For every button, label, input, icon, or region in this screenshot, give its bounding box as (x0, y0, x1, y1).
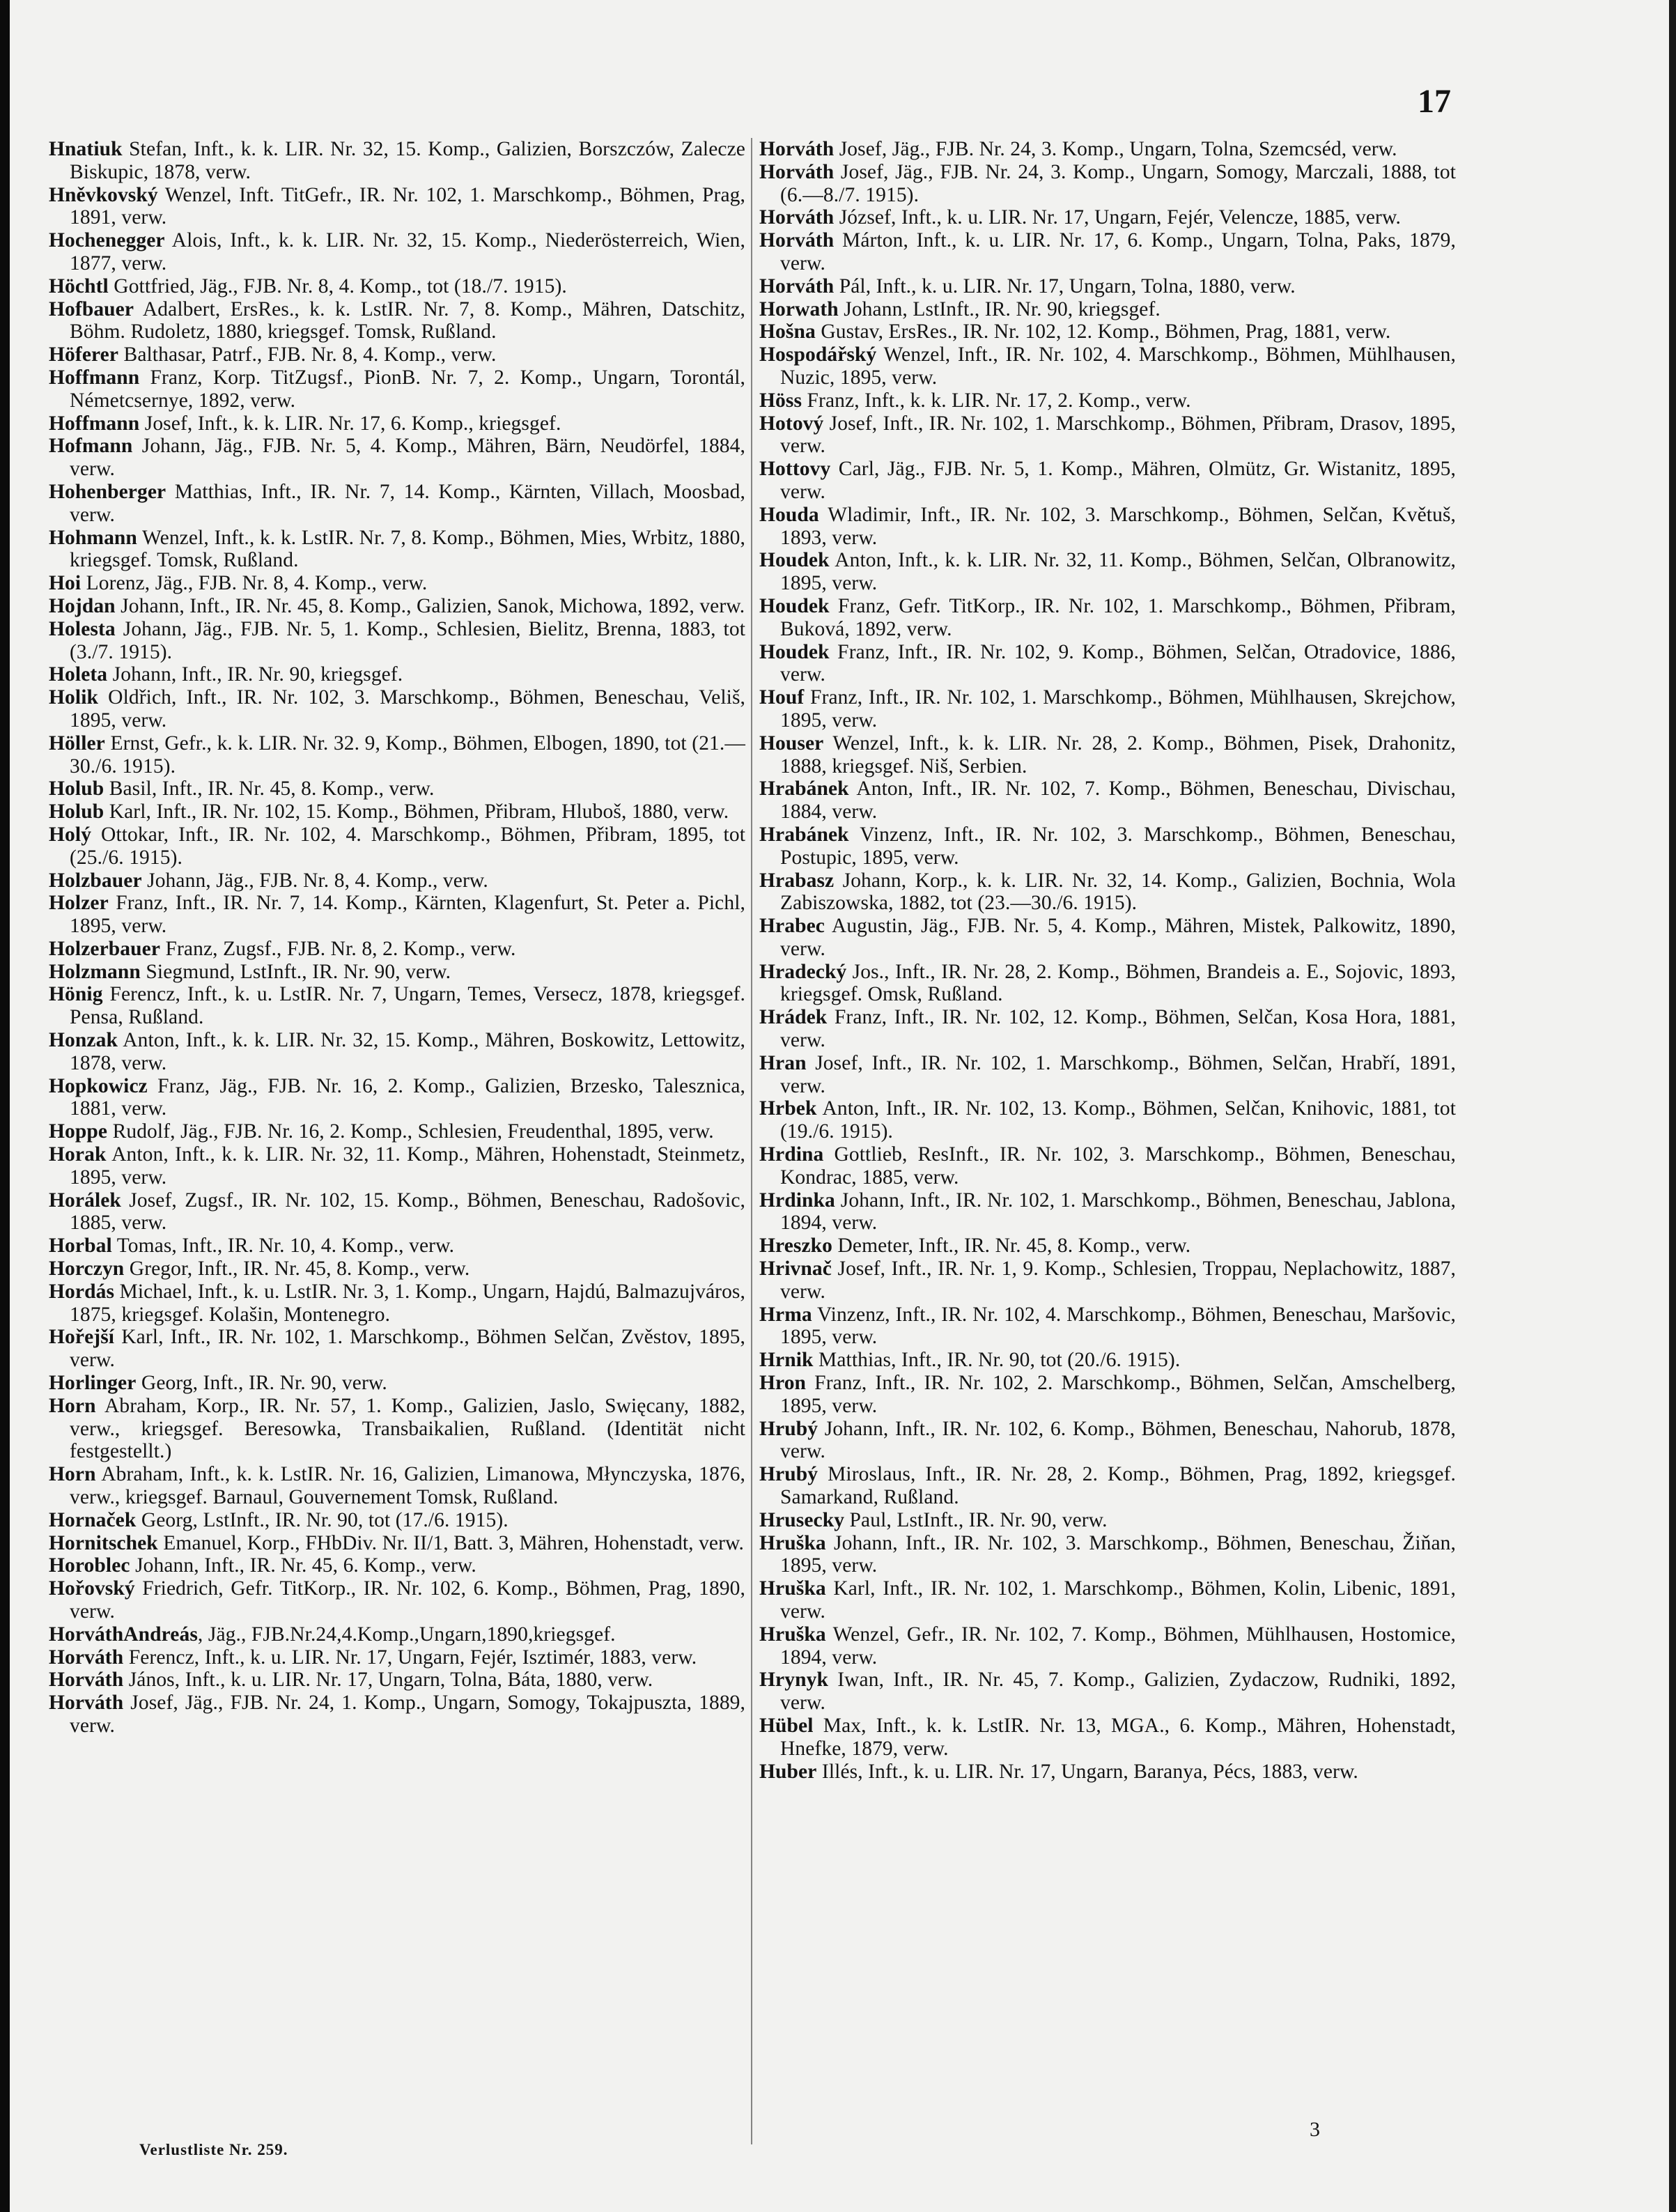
entry-details: Anton, Inft., k. k. LIR. Nr. 32, 11. Komp., Mähren, Hohenstadt, Steinmetz, 1895, verw. (70, 1143, 745, 1189)
entry-surname: Hron (759, 1372, 807, 1395)
entry-surname: Hopkowicz (49, 1074, 148, 1097)
entry-surname: Holesta (49, 617, 116, 640)
entry-details: Iwan, Inft., IR. Nr. 45, 7. Komp., Galizien, Zydaczow, Rudniki, 1892, verw. (780, 1669, 1456, 1715)
casualty-entry (49, 1554, 745, 1577)
entry-surname: Horbal (49, 1235, 112, 1258)
entry-details: Augustin, Jäg., FJB. Nr. 5, 4. Komp., Mähren, Mistek, Palkowitz, 1890, verw. (780, 915, 1456, 960)
entry-surname: Holý (49, 823, 92, 846)
entry-surname: Hrabánek (759, 823, 849, 846)
casualty-entry (49, 1281, 745, 1327)
casualty-entry (759, 1258, 1456, 1304)
entry-surname: Holeta (49, 663, 108, 686)
entry-details: Wladimir, Inft., IR. Nr. 102, 3. Marschkomp., Böhmen, Selčan, Květuš, 1893, verw. (780, 503, 1456, 549)
entry-surname: Holzbauer (49, 869, 142, 892)
entry-surname: Hruška (759, 1623, 826, 1646)
entry-details: Johann, Inft., IR. Nr. 102, 3. Marschkomp., Böhmen, Beneschau, Žiňan, 1895, verw. (780, 1531, 1456, 1577)
entry-surname: Höller (49, 732, 105, 755)
entry-details: Franz, Inft., IR. Nr. 102, 2. Marschkomp., Böhmen, Selčan, Amschelberg, 1895, verw. (780, 1372, 1456, 1417)
entry-surname: Horn (49, 1463, 96, 1486)
entry-details: Wenzel, Inft., k. k. LIR. Nr. 28, 2. Komp., Böhmen, Pisek, Drahonitz, 1888, kriegsgef. Niš, Serbien. (780, 732, 1456, 778)
entry-surname: Hoppe (49, 1120, 108, 1143)
casualty-entry (49, 1577, 745, 1623)
entry-surname: Höss (759, 389, 802, 412)
entry-details: Franz, Gefr. TitKorp., IR. Nr. 102, 1. Marschkomp., Böhmen, Přibram, Buková, 1892, verw. (780, 594, 1456, 640)
entry-details: Johann, Korp., k. k. LIR. Nr. 32, 14. Komp., Galizien, Bochnia, Wola Zabiszowska, 1882, tot (23.—30./6. 1915). (780, 869, 1456, 915)
entry-details: Oldřich, Inft., IR. Nr. 102, 3. Marschkomp., Böhmen, Beneschau, Veliš, 1895, verw. (70, 686, 745, 732)
entry-details: Josef, Inft., k. k. LIR. Nr. 17, 6. Komp., kriegsgef. (139, 412, 561, 435)
entry-details: Tomas, Inft., IR. Nr. 10, 4. Komp., verw. (111, 1235, 455, 1258)
casualty-entry (759, 686, 1456, 732)
casualty-entry (759, 1463, 1456, 1509)
entry-surname: Hordás (49, 1280, 115, 1303)
entry-surname: Horváth (49, 1646, 124, 1669)
entry-surname: Horváth (49, 1692, 124, 1715)
scan-border-left (0, 0, 10, 2212)
entry-surname: Hrbek (759, 1097, 817, 1120)
casualty-entry (49, 1258, 745, 1281)
entry-details: Vinzenz, Inft., IR. Nr. 102, 4. Marschkomp., Böhmen, Beneschau, Maršovic, 1895, verw. (780, 1303, 1456, 1349)
entry-surname: Houser (759, 732, 824, 755)
entry-details: Paul, LstInft., IR. Nr. 90, verw. (844, 1508, 1108, 1531)
casualty-entry (49, 663, 745, 686)
entry-details: Gregor, Inft., IR. Nr. 45, 8. Komp., verw. (124, 1258, 470, 1281)
casualty-entry (49, 595, 745, 618)
entry-surname: Hoi (49, 572, 82, 595)
entry-surname: Horak (49, 1143, 107, 1166)
casualty-entry (759, 915, 1456, 961)
entry-details: Gottfried, Jäg., FJB. Nr. 8, 4. Komp., tot (18./7. 1915). (108, 274, 567, 297)
entry-details: Wenzel, Inft. TitGefr., IR. Nr. 102, 1. Marschkomp., Böhmen, Prag, 1891, verw. (70, 183, 745, 229)
entry-surname: Horváth (759, 206, 835, 229)
entry-surname: Höchtl (49, 274, 109, 297)
entry-surname: Huber (759, 1760, 817, 1783)
entry-details: Miroslaus, Inft., IR. Nr. 28, 2. Komp., Böhmen, Prag, 1892, kriegsgef. Samarkand, Rußland. (780, 1463, 1456, 1509)
entry-surname: Hospodářský (759, 343, 877, 366)
scan-border-right (1669, 0, 1676, 2212)
entry-details: Rudolf, Jäg., FJB. Nr. 16, 2. Komp., Schlesien, Freudenthal, 1895, verw. (107, 1120, 714, 1143)
entry-details: Vinzenz, Inft., IR. Nr. 102, 3. Marschkomp., Böhmen, Beneschau, Postupic, 1895, verw. (780, 823, 1456, 869)
casualty-entry (49, 1235, 745, 1258)
entry-details: Jos., Inft., IR. Nr. 28, 2. Komp., Böhmen, Brandeis a. E., Sojovic, 1893, kriegsgef. Omsk, Rußland. (780, 960, 1456, 1006)
entry-surname: Horn (49, 1394, 96, 1417)
footer-issue-label: Verlustliste Nr. 259. (139, 2141, 288, 2158)
casualty-entry (759, 961, 1456, 1007)
entry-details: Franz, Inft., IR. Nr. 102, 9. Komp., Böhmen, Selčan, Otradovice, 1886, verw. (780, 640, 1456, 686)
entry-surname: Hrusecky (759, 1508, 845, 1531)
casualty-entry (759, 641, 1456, 687)
casualty-entry (49, 1623, 745, 1646)
entry-details: Friedrich, Gefr. TitKorp., IR. Nr. 102, 6. Komp., Böhmen, Prag, 1890, verw. (70, 1577, 745, 1623)
entry-surname: Holzerbauer (49, 937, 161, 960)
entry-details: Josef, Inft., IR. Nr. 102, 1. Marschkomp., Böhmen, Přibram, Drasov, 1895, verw. (780, 412, 1456, 458)
entry-surname: HorváthAndreás (49, 1623, 198, 1646)
entry-details: Matthias, Inft., IR. Nr. 90, tot (20./6. 1915). (813, 1349, 1181, 1372)
casualty-entry (759, 823, 1456, 869)
casualty-entry (49, 1075, 745, 1121)
entry-details: Franz, Jäg., FJB. Nr. 16, 2. Komp., Galizien, Brzesko, Talesznica, 1881, verw. (70, 1074, 745, 1120)
casualty-entry (759, 1761, 1456, 1784)
casualty-entry (759, 778, 1456, 823)
entry-details: Johann, Jäg., FJB. Nr. 5, 1. Komp., Schlesien, Bielitz, Brenna, 1883, tot (3./7. 1915). (70, 617, 745, 663)
casualty-entry (759, 320, 1456, 343)
entry-surname: Houf (759, 686, 805, 709)
casualty-entry (759, 1623, 1456, 1669)
entry-surname: Höferer (49, 343, 119, 366)
entry-details: Johann, Inft., IR. Nr. 102, 1. Marschkomp., Böhmen, Beneschau, Jablona, 1894, verw. (780, 1189, 1456, 1235)
casualty-entry (49, 801, 745, 823)
casualty-entry (759, 1052, 1456, 1098)
entry-surname: Horváth (759, 229, 835, 252)
entry-surname: Houdek (759, 549, 830, 572)
casualty-entry (759, 1189, 1456, 1235)
left-column (49, 138, 745, 1738)
entry-surname: Hornaček (49, 1508, 137, 1531)
casualty-entry (759, 1577, 1456, 1623)
entry-details: Anton, Inft., k. k. LIR. Nr. 32, 11. Komp., Böhmen, Selčan, Olbranowitz, 1895, verw. (780, 549, 1456, 595)
entry-surname: Holik (49, 686, 98, 709)
entry-details: Anton, Inft., IR. Nr. 102, 13. Komp., Böhmen, Selčan, Knihovic, 1881, tot (19./6. 1915). (780, 1097, 1456, 1143)
entry-details: Josef, Inft., IR. Nr. 102, 1. Marschkomp., Böhmen, Selčan, Hrabří, 1891, verw. (780, 1051, 1456, 1097)
entry-surname: Horváth (759, 160, 835, 183)
casualty-entry (49, 961, 745, 984)
entry-details: Balthasar, Patrf., FJB. Nr. 8, 4. Komp., verw. (118, 343, 497, 366)
casualty-entry (759, 504, 1456, 550)
casualty-entry (759, 161, 1456, 207)
casualty-entry (49, 1326, 745, 1372)
casualty-entry (49, 983, 745, 1029)
entry-surname: Hottovy (759, 458, 831, 481)
casualty-entry (49, 1029, 745, 1075)
casualty-entry (759, 389, 1456, 412)
entry-details: Johann, Inft., IR. Nr. 90, kriegsgef. (107, 663, 403, 686)
entry-details: Lorenz, Jäg., FJB. Nr. 8, 4. Komp., verw. (81, 572, 428, 595)
entry-surname: Hrdinka (759, 1189, 835, 1212)
casualty-entry (759, 732, 1456, 778)
entry-details: Abraham, Inft., k. k. LstIR. Nr. 16, Galizien, Limanowa, Młynczyska, 1876, verw., kriegsgef. Barnaul, Gouvernement Tomsk, Rußland. (70, 1463, 745, 1509)
entry-details: Johann, Inft., IR. Nr. 102, 6. Komp., Böhmen, Beneschau, Nahorub, 1878, verw. (780, 1417, 1456, 1463)
entry-details: Anton, Inft., k. k. LIR. Nr. 32, 15. Komp., Mähren, Boskowitz, Lettowitz, 1878, verw. (70, 1029, 745, 1074)
entry-details: Johann, Inft., IR. Nr. 45, 6. Komp., verw. (130, 1554, 476, 1577)
entry-details: Michael, Inft., k. u. LstIR. Nr. 3, 1. Komp., Ungarn, Hajdú, Balmazujváros, 1875, kriegsgef. Kolašin, Montenegro. (70, 1280, 745, 1326)
casualty-entry (49, 229, 745, 275)
entry-surname: Honzak (49, 1029, 118, 1052)
entry-details: Franz, Inft., IR. Nr. 102, 12. Komp., Böhmen, Selčan, Kosa Hora, 1881, verw. (780, 1006, 1456, 1052)
entry-details: Márton, Inft., k. u. LIR. Nr. 17, 6. Komp., Ungarn, Tolna, Paks, 1879, verw. (780, 229, 1456, 274)
entry-details: Stefan, Inft., k. k. LIR. Nr. 32, 15. Komp., Galizien, Borszczów, Zalecze Biskupic, 1878, verw. (70, 138, 745, 183)
casualty-entry (49, 686, 745, 732)
casualty-entry (759, 343, 1456, 389)
entry-details: Josef, Jäg., FJB. Nr. 24, 3. Komp., Ungarn, Tolna, Szemcséd, verw. (834, 138, 1397, 160)
entry-details: Johann, Inft., IR. Nr. 45, 8. Komp., Galizien, Sanok, Michowa, 1892, verw. (115, 594, 745, 617)
casualty-entry (759, 458, 1456, 504)
casualty-entry (759, 229, 1456, 275)
entry-details: Wenzel, Gefr., IR. Nr. 102, 7. Komp., Böhmen, Mühlhausen, Hostomice, 1894, verw. (780, 1623, 1456, 1669)
casualty-entry (49, 1463, 745, 1509)
casualty-entry (759, 1235, 1456, 1258)
entry-surname: Hořovský (49, 1577, 135, 1600)
entry-details: Basil, Inft., IR. Nr. 45, 8. Komp., verw. (104, 778, 435, 801)
casualty-entry (49, 1120, 745, 1143)
entry-surname: Hoffmann (49, 412, 140, 435)
casualty-entry (49, 1646, 745, 1669)
casualty-entry (759, 1509, 1456, 1532)
casualty-entry (49, 1395, 745, 1463)
casualty-entry (49, 892, 745, 938)
entry-surname: Horczyn (49, 1258, 125, 1281)
entry-surname: Holzer (49, 892, 109, 915)
entry-details: Gottlieb, ResInft., IR. Nr. 102, 3. Marschkomp., Böhmen, Beneschau, Kondrac, 1885, verw. (780, 1143, 1456, 1189)
entry-surname: Hořejší (49, 1326, 115, 1349)
casualty-entry (759, 1006, 1456, 1052)
casualty-entry (759, 1715, 1456, 1761)
casualty-entry (49, 938, 745, 961)
casualty-entry (759, 412, 1456, 458)
entry-details: Georg, LstInft., IR. Nr. 90, tot (17./6. 1915). (136, 1508, 509, 1531)
casualty-entry (49, 1189, 745, 1235)
entry-details: Pál, Inft., k. u. LIR. Nr. 17, Ungarn, Tolna, 1880, verw. (834, 274, 1296, 297)
entry-surname: Hrabasz (759, 869, 835, 892)
casualty-entry (49, 823, 745, 869)
entry-details: Ferencz, Inft., k. u. LstIR. Nr. 7, Ungarn, Temes, Versecz, 1878, kriegsgef. Pensa, Rußland. (70, 983, 745, 1029)
entry-surname: Hrma (759, 1303, 812, 1326)
page-number: 17 (1418, 83, 1451, 120)
entry-details: Emanuel, Korp., FHbDiv. Nr. II/1, Batt. 3, Mähren, Hohenstadt, verw. (157, 1531, 745, 1554)
entry-details: Carl, Jäg., FJB. Nr. 5, 1. Komp., Mähren, Olmütz, Gr. Wistanitz, 1895, verw. (780, 458, 1456, 503)
entry-surname: Hradecký (759, 960, 847, 983)
entry-surname: Hornitschek (49, 1531, 158, 1554)
casualty-entry (49, 527, 745, 573)
casualty-entry (49, 1372, 745, 1395)
entry-details: Karl, Inft., IR. Nr. 102, 1. Marschkomp., Böhmen Selčan, Zvěstov, 1895, verw. (70, 1326, 745, 1372)
entry-surname: Hofmann (49, 435, 133, 458)
entry-surname: Hrynyk (759, 1669, 828, 1692)
casualty-entry (759, 275, 1456, 298)
casualty-entry (49, 138, 745, 184)
casualty-entry (49, 435, 745, 481)
entry-surname: Hněvkovský (49, 183, 158, 206)
entry-details: János, Inft., k. u. LIR. Nr. 17, Ungarn, Tolna, Báta, 1880, verw. (123, 1669, 653, 1692)
entry-surname: Hrdina (759, 1143, 824, 1166)
entry-details: Demeter, Inft., IR. Nr. 45, 8. Komp., verw. (832, 1235, 1191, 1258)
entry-details: Karl, Inft., IR. Nr. 102, 1. Marschkomp., Böhmen, Kolin, Libenic, 1891, verw. (780, 1577, 1456, 1623)
entry-details: Max, Inft., k. k. LstIR. Nr. 13, MGA., 6. Komp., Mähren, Hohenstadt, Hnefke, 1879, verw. (780, 1714, 1456, 1760)
entry-surname: Hübel (759, 1714, 814, 1737)
entry-surname: Hrubý (759, 1417, 818, 1440)
entry-surname: Horváth (759, 138, 835, 160)
entry-surname: Hruška (759, 1577, 826, 1600)
entry-surname: Hrnik (759, 1349, 814, 1372)
entry-details: Josef, Zugsf., IR. Nr. 102, 15. Komp., Böhmen, Beneschau, Radošovic, 1885, verw. (70, 1189, 745, 1235)
casualty-entry (759, 298, 1456, 321)
entry-surname: Hoffmann (49, 366, 140, 389)
entry-surname: Horálek (49, 1189, 121, 1212)
entry-surname: Hran (759, 1051, 807, 1074)
entry-details: Anton, Inft., IR. Nr. 102, 7. Komp., Böhmen, Beneschau, Divischau, 1884, verw. (780, 778, 1456, 823)
entry-surname: Hohmann (49, 526, 137, 549)
casualty-entry (49, 1669, 745, 1692)
casualty-entry (49, 184, 745, 230)
casualty-entry (759, 1304, 1456, 1349)
casualty-entry (49, 778, 745, 801)
casualty-entry (759, 1143, 1456, 1189)
casualty-entry (759, 549, 1456, 595)
entry-surname: Horváth (49, 1669, 124, 1692)
entry-details: Josef, Jäg., FJB. Nr. 24, 3. Komp., Ungarn, Somogy, Marczali, 1888, tot (6.—8./7. 1915). (780, 160, 1456, 206)
entry-surname: Hrubý (759, 1463, 818, 1486)
entry-surname: Hrádek (759, 1006, 828, 1029)
entry-surname: Holzmann (49, 960, 141, 983)
entry-details: Illés, Inft., k. u. LIR. Nr. 17, Ungarn, Baranya, Pécs, 1883, verw. (816, 1760, 1358, 1783)
casualty-entry (759, 1097, 1456, 1143)
entry-surname: Hohenberger (49, 480, 166, 503)
right-column (759, 138, 1456, 1783)
entry-details: Josef, Inft., IR. Nr. 1, 9. Komp., Schlesien, Troppau, Neplachowitz, 1887, verw. (780, 1258, 1456, 1303)
entry-surname: Hreszko (759, 1235, 833, 1258)
entry-details: Josef, Jäg., FJB. Nr. 24, 1. Komp., Ungarn, Somogy, Tokajpuszta, 1889, verw. (70, 1692, 745, 1737)
entry-details: Ferencz, Inft., k. u. LIR. Nr. 17, Ungarn, Fejér, Isztimér, 1883, verw. (123, 1646, 697, 1669)
entry-details: Alois, Inft., k. k. LIR. Nr. 32, 15. Komp., Niederösterreich, Wien, 1877, verw. (70, 229, 745, 274)
casualty-entry (49, 1692, 745, 1738)
entry-surname: Houdek (759, 594, 830, 617)
entry-details: Adalbert, ErsRes., k. k. LstIR. Nr. 7, 8. Komp., Mähren, Datschitz, Böhm. Rudoletz, 1880, kriegsgef. Tomsk, Rußland. (70, 297, 745, 343)
casualty-entry (759, 1349, 1456, 1372)
casualty-entry (49, 366, 745, 412)
footer-signature-mark: 3 (1310, 2118, 1320, 2141)
entry-surname: Hnatiuk (49, 138, 123, 160)
casualty-entry (759, 1418, 1456, 1464)
entry-details: Franz, Inft., IR. Nr. 7, 14. Komp., Kärnten, Klagenfurt, St. Peter a. Pichl, 1895, verw. (70, 892, 745, 938)
entry-surname: Holub (49, 778, 104, 801)
entry-details: Matthias, Inft., IR. Nr. 7, 14. Komp., Kärnten, Villach, Moosbad, verw. (70, 480, 745, 526)
entry-details: Ernst, Gefr., k. k. LIR. Nr. 32. 9, Komp., Böhmen, Elbogen, 1890, tot (21.—30./6. 1915). (70, 732, 745, 778)
entry-surname: Hruška (759, 1531, 826, 1554)
casualty-entry (759, 869, 1456, 915)
entry-details: Gustav, ErsRes., IR. Nr. 102, 12. Komp., Böhmen, Prag, 1881, verw. (815, 320, 1391, 343)
casualty-entry (49, 618, 745, 664)
entry-surname: Hotový (759, 412, 824, 435)
entry-surname: Holub (49, 801, 104, 823)
casualty-entry (759, 138, 1456, 161)
casualty-entry (759, 595, 1456, 641)
entry-surname: Hojdan (49, 594, 116, 617)
entry-surname: Hochenegger (49, 229, 165, 252)
casualty-entry (49, 572, 745, 595)
casualty-entry (49, 412, 745, 435)
casualty-entry (49, 275, 745, 298)
entry-surname: Hönig (49, 983, 103, 1006)
casualty-entry (49, 1532, 745, 1555)
casualty-entry (759, 206, 1456, 229)
entry-details: Wenzel, Inft., k. k. LstIR. Nr. 7, 8. Komp., Böhmen, Mies, Wrbitz, 1880, kriegsgef. Tomsk, Rußland. (70, 526, 745, 572)
entry-details: Abraham, Korp., IR. Nr. 57, 1. Komp., Galizien, Jaslo, Swięcany, 1882, verw., kriegsgef. Beresowka, Transbaikalien, Rußland. (Identität nicht festgestellt.) (70, 1394, 745, 1463)
entry-details: Franz, Inft., k. k. LIR. Nr. 17, 2. Komp., verw. (802, 389, 1191, 412)
casualty-entry (49, 343, 745, 366)
entry-surname: Houda (759, 503, 819, 526)
casualty-entry (759, 1372, 1456, 1418)
casualty-entry (49, 298, 745, 344)
entry-surname: Hrivnač (759, 1258, 832, 1281)
entry-details: Ottokar, Inft., IR. Nr. 102, 4. Marschkomp., Böhmen, Přibram, 1895, tot (25./6. 1915). (70, 823, 745, 869)
entry-details: , Jäg., FJB.Nr.24,4.Komp.,Ungarn,1890,kriegsgef. (197, 1623, 616, 1646)
casualty-entry (49, 1509, 745, 1532)
entry-surname: Hošna (759, 320, 816, 343)
entry-details: Johann, Jäg., FJB. Nr. 5, 4. Komp., Mähren, Bärn, Neudörfel, 1884, verw. (70, 435, 745, 481)
entry-details: Georg, Inft., IR. Nr. 90, verw. (136, 1372, 387, 1395)
casualty-entry (759, 1669, 1456, 1715)
entry-details: Franz, Inft., IR. Nr. 102, 1. Marschkomp., Böhmen, Mühlhausen, Skrejchow, 1895, verw. (780, 686, 1456, 732)
entry-details: Johann, Jäg., FJB. Nr. 8, 4. Komp., verw. (141, 869, 488, 892)
entry-surname: Hrabec (759, 915, 825, 938)
entry-details: Siegmund, LstInft., IR. Nr. 90, verw. (140, 960, 451, 983)
entry-details: József, Inft., k. u. LIR. Nr. 17, Ungarn, Fejér, Velencze, 1885, verw. (834, 206, 1401, 229)
casualty-entry (49, 732, 745, 778)
casualty-entry (49, 869, 745, 892)
entry-surname: Horwath (759, 297, 839, 320)
casualty-entry (759, 1532, 1456, 1578)
entry-details: Johann, LstInft., IR. Nr. 90, kriegsgef. (838, 297, 1161, 320)
entry-details: Franz, Zugsf., FJB. Nr. 8, 2. Komp., verw. (160, 937, 516, 960)
entry-surname: Houdek (759, 640, 830, 663)
casualty-entry (49, 1143, 745, 1189)
entry-surname: Horoblec (49, 1554, 130, 1577)
entry-details: Karl, Inft., IR. Nr. 102, 15. Komp., Böhmen, Přibram, Hluboš, 1880, verw. (104, 801, 729, 823)
column-divider (751, 138, 752, 2144)
casualty-entry (49, 481, 745, 527)
entry-surname: Hrabánek (759, 778, 849, 801)
entry-surname: Horváth (759, 274, 835, 297)
entry-surname: Hofbauer (49, 297, 134, 320)
entry-surname: Horlinger (49, 1372, 137, 1395)
entry-details: Wenzel, Inft., IR. Nr. 102, 4. Marschkomp., Böhmen, Mühlhausen, Nuzic, 1895, verw. (780, 343, 1456, 389)
entry-details: Franz, Korp. TitZugsf., PionB. Nr. 7, 2. Komp., Ungarn, Torontál, Németcsernye, 1892, verw. (70, 366, 745, 412)
